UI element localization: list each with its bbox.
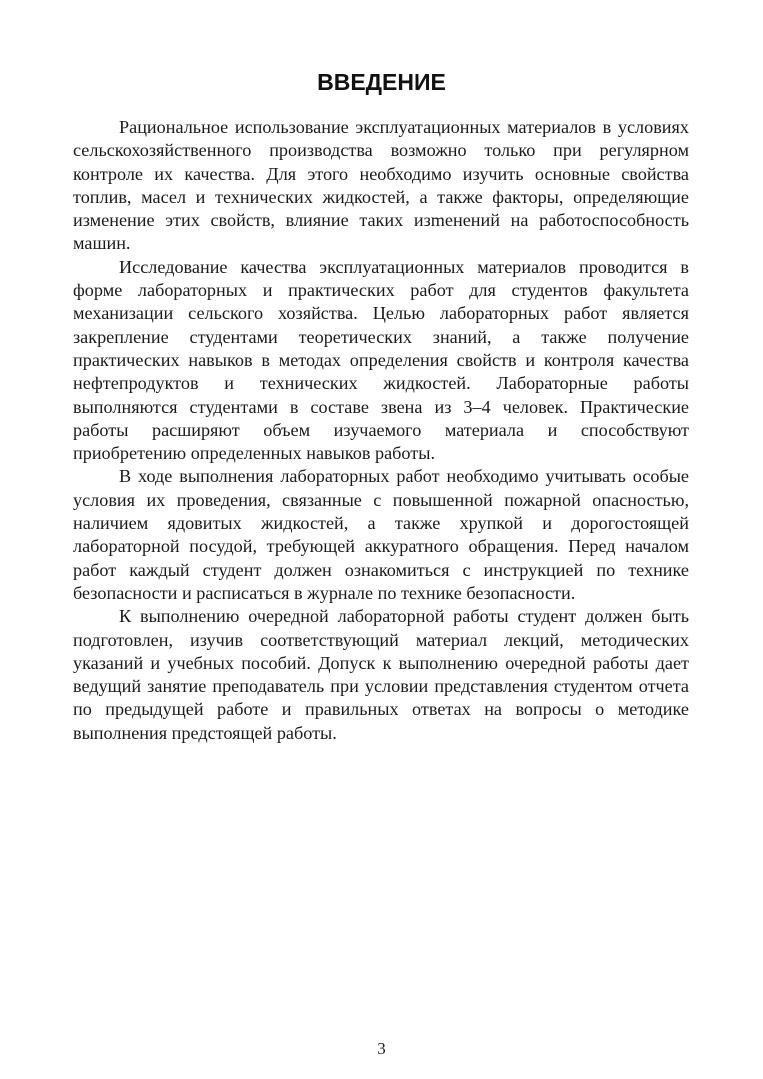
- paragraph-4: К выполнению очередной лабораторной работы студент должен быть подготовлен, изучив соответствующий материал лекций, методических указаний и учебных пособий. Допуск к выполнению очередной работы дает ведущий занятие преподаватель при условии представления студентом отчета по предыдущей работе и правильных ответах на вопросы о методике выполнения предстоящей работы.: [73, 606, 689, 743]
- paragraph-1: Рациональное использование эксплуатационных материалов в условиях сельскохозяйственного производства возможно только при регулярном контроле их качества. Для этого необходимо изучить основные свойства топлив, масел и технических жидкостей, а также факторы, определяющие изменение этих свойств, влияние таких изmенений на работоспособность машин.: [73, 117, 689, 254]
- page-number: 3: [377, 1039, 386, 1058]
- document-body: [73, 116, 689, 745]
- page-title: ВВЕДЕНИЕ: [317, 69, 446, 95]
- paragraph-3: В ходе выполнения лабораторных работ необходимо учитывать особые условия их проведения, связанные с повышенной пожарной опасностью, наличием ядовитых жидкостей, а также хрупкой и дорогостоящей лабораторной посудой, требующей аккуратного обращения. Перед началом работ каждый студент должен ознакомиться с инструкцией по технике безопасности и расписаться в журнале по технике безопасности.: [73, 466, 689, 603]
- paragraph-2: Исследование качества эксплуатационных материалов проводится в форме лабораторных и практических работ для студентов факультета механизации сельского хозяйства. Целью лабораторных работ является закрепление студентами теоретических знаний, а также получение практических навыков в методах определения свойств и контроля качества нефтепродуктов и технических жидкостей. Лабораторные работы выполняются студентами в составе звена из 3–4 человек. Практические работы расширяют объем изучаемого материала и способствуют приобретению определенных навыков работы.: [73, 256, 689, 464]
